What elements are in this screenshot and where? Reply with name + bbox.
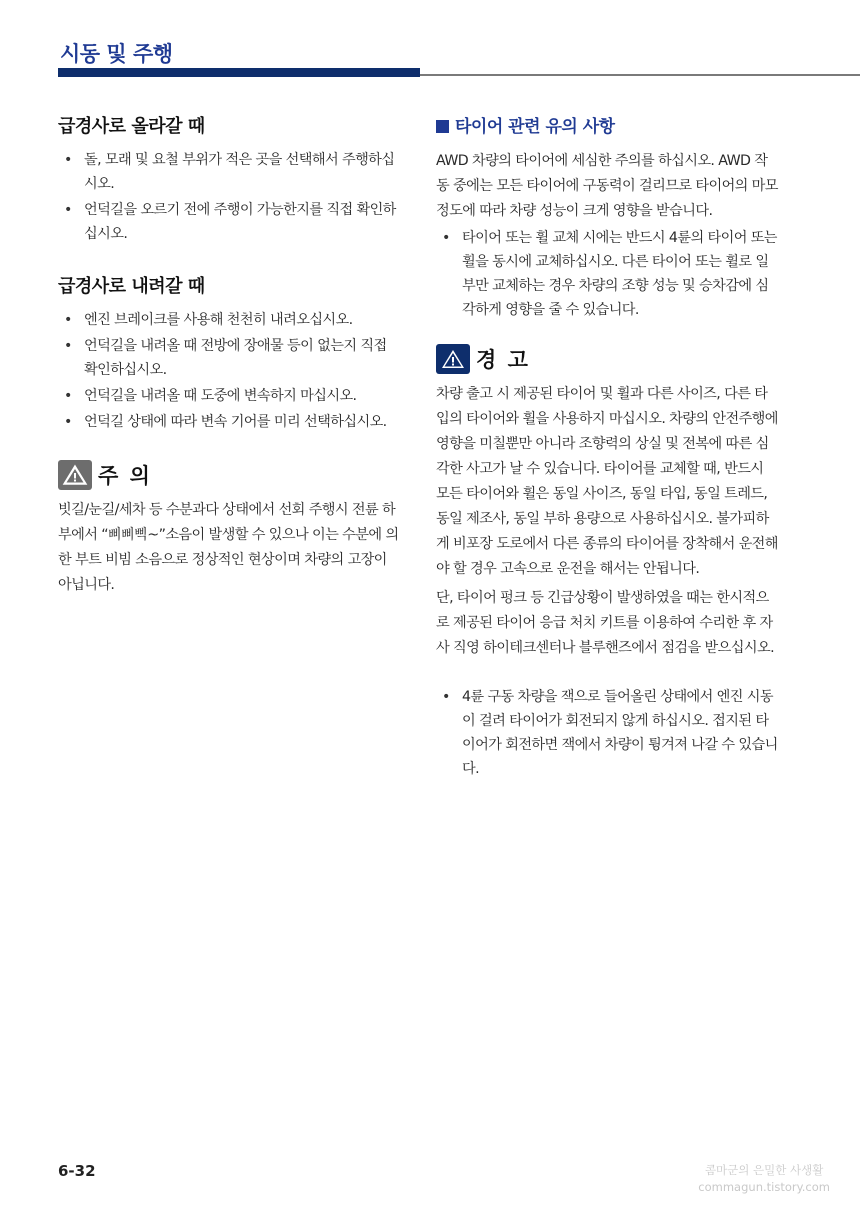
list-item: • 언덕길을 내려올 때 도중에 변속하지 마십시오. [58,384,400,408]
downhill-heading: 급경사로 내려갈 때 [58,276,205,297]
caution-icon [58,460,92,490]
list-item: • 돌, 모래 및 요철 부위가 적은 곳을 선택해서 주행하십시오. [58,148,400,196]
uphill-heading: 급경사로 올라갈 때 [58,116,205,137]
warning-title: 경 고 [476,348,530,372]
list-item: • 타이어 또는 휠 교체 시에는 반드시 4륜의 타이어 또는 휠을 동시에 교체하십시오. 다른 타이어 또는 휠로 일부만 교체하는 경우 차량의 조향 성능 및 승차감에 심각하게 영향을 줄 수 있습니다. [436,226,778,322]
chapter-title: 시동 및 주행 [60,42,173,66]
list-item: • 언덕길 상태에 따라 변속 기어를 미리 선택하십시오. [58,410,400,434]
list-item: • 언덕길을 내려올 때 전방에 장애물 등이 없는지 직접 확인하십시오. [58,334,400,382]
watermark-line-1: 콤마군의 은밀한 사생활 [704,1163,824,1177]
watermark-line-2: commagun.tistory.com [698,1180,830,1194]
header-bar-rule [420,74,860,76]
caution-title: 주 의 [98,464,152,488]
warning-icon [436,344,470,374]
left-column [58,112,400,598]
warning-text-1: 차량 출고 시 제공된 타이어 및 휠과 다른 사이즈, 다른 타입의 타이어와 휠을 사용하지 마십시오. 차량의 안전주행에 영향을 미칠뿐만 아니라 조향력의 상실 및 전복에 따른 심각한 사고가 날 수 있습니다. 타이어를 교체할 때, 반드시 모든 타이어와 휠은 동일 사이즈, 동일 타입, 동일 트레드, 동일 제조사, 동일 부하 용량으로 사용하십시오. 불가피하게 비포장 도로에서 다른 종류의 타이어를 장착해서 운전해야 할 경우 고속으로 운전을 해서는 안됩니다. [436,386,778,577]
uphill-list [58,148,400,246]
tire-section-heading [436,112,778,137]
caution-header [58,460,400,490]
square-bullet-icon [436,120,449,133]
header-bar-accent [58,68,420,77]
downhill-list [58,308,400,434]
right-column [436,112,778,783]
list-item: • 4륜 구동 차량을 잭으로 들어올린 상태에서 엔진 시동이 걸려 타이어가 회전되지 않게 하십시오. 접지된 타이어가 회전하면 잭에서 차량이 튕겨져 나갈 수 있습니다. [436,685,778,781]
warning-header [436,344,778,374]
tire-list [436,226,778,322]
watermark [698,1162,830,1196]
tire-section-title: 타이어 관련 유의 사항 [455,117,615,137]
caution-text: 빗길/눈길/세차 등 수분과다 상태에서 선회 주행시 전륜 하부에서 “삐삐삑~”소음이 발생할 수 있으나 이는 수분에 의한 부트 비빔 소음으로 정상적인 현상이며 차량의 고장이 아닙니다. [58,502,399,593]
list-item: • 언덕길을 오르기 전에 주행이 가능한지를 직접 확인하십시오. [58,198,400,246]
page-number: 6-32 [58,1162,96,1180]
warning-text-2: 단, 타이어 펑크 등 긴급상황이 발생하였을 때는 한시적으로 제공된 타이어 응급 처치 키트를 이용하여 수리한 후 자사 직영 하이테크센터나 블루핸즈에서 점검을 받으십시오. [436,590,774,656]
list-item: • 엔진 브레이크를 사용해 천천히 내려오십시오. [58,308,400,332]
tire-intro: AWD 차량의 타이어에 세심한 주의를 하십시오. AWD 작동 중에는 모든 타이어에 구동력이 걸리므로 타이어의 마모 정도에 따라 차량 성능이 크게 영향을 받습니다. [436,153,778,219]
warning-list [436,685,778,781]
